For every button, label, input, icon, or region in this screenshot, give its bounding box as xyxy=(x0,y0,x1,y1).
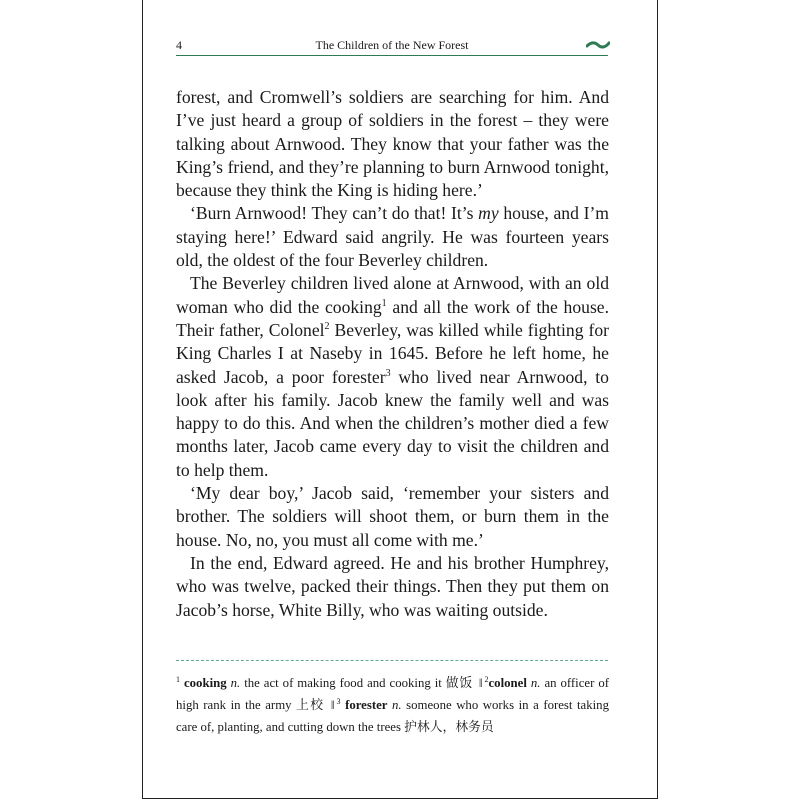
paragraph-4: ‘My dear boy,’ Jacob said, ‘remember your sisters and brother. The soldiers will shoot them, or burn them in the house. No, no, you must all come with me.’ xyxy=(176,483,609,550)
footnotes xyxy=(176,672,609,738)
paragraph-3: The Beverley children lived alone at Arnwood, with an old woman who did the cooking$^1$ and all the work of the house. Their father, Colonel$^2$ Beverley, was killed while fighting for King Charles I at Naseby in 1645. Before he left home, he asked Jacob, a poor forester$^3$ who lived near Arnwood, to look after his family. Jacob knew the family well and was happy to do this. And when the children’s mother died a few months later, Jacob came every day to visit the children and to help them. xyxy=(176,273,610,480)
footnote-2: $^2$colonel n. an officer of high rank in the army 上校 xyxy=(176,675,609,712)
page-header xyxy=(176,38,608,54)
paragraph-5: In the end, Edward agreed. He and his brother Humphrey, who was twelve, packed their things. Then they put them on Jacob’s horse, White Billy, who was waiting outside. xyxy=(176,552,609,620)
footnote-ref-1: 1 xyxy=(381,297,387,309)
header-rule xyxy=(176,55,608,56)
footnote-ref-3: 3 xyxy=(385,367,391,379)
footnote-3: $^3$ forester n. someone who works in a forest taking care of, planting, and cutting down the trees 护林人，林务员 xyxy=(176,697,609,734)
footnote-ref-2: 2 xyxy=(324,320,330,332)
footnote-separator: ‖ xyxy=(478,676,483,690)
footnote-divider xyxy=(176,660,608,661)
body-text xyxy=(176,86,609,622)
paragraph-1: forest, and Cromwell’s soldiers are searching for him. And I’ve just heard a group of soldiers in the forest – they were talking about Arnwood. They know that your father was the King’s friend, and they’re planning to burn Arnwood tonight, because they think the King is hiding here.’ xyxy=(176,87,609,201)
footnote-1: $^1$ cooking n. the act of making food and cooking it 做饭 xyxy=(176,675,473,690)
green-swash-icon xyxy=(586,39,610,51)
running-title: The Children of the New Forest xyxy=(315,38,469,52)
paragraph-2: ‘Burn Arnwood! They can’t do that! It’s my house, and I’m staying here!’ Edward said angrily. He was fourteen years old, the oldest of the four Beverley children. xyxy=(176,203,609,271)
page-number: 4 xyxy=(176,38,182,52)
emphasis-my: my xyxy=(478,203,499,224)
footnote-separator: ‖ xyxy=(330,698,335,712)
